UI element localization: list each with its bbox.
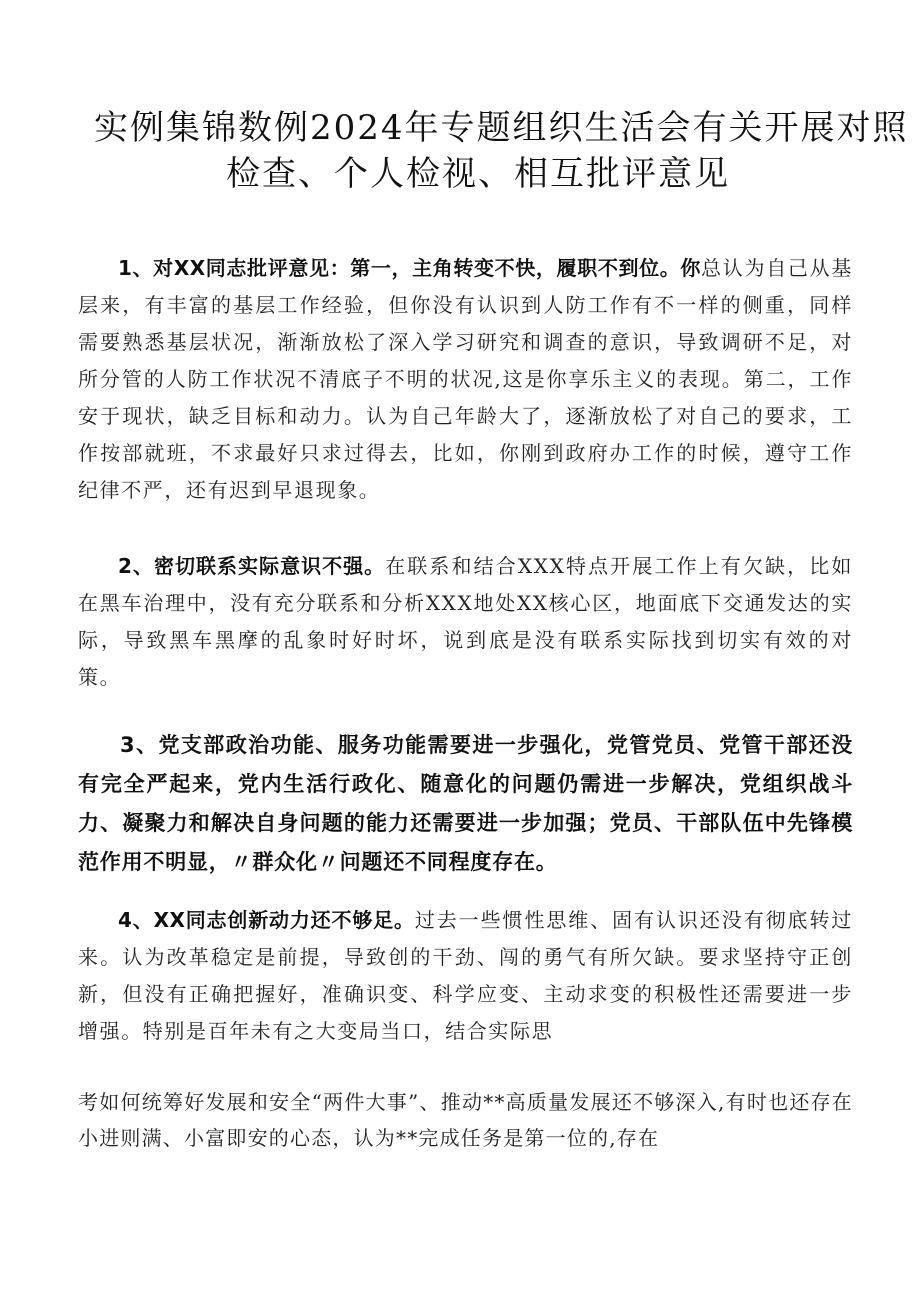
paragraph-4-lead: 4、XX同志创新动力还不够足。 <box>118 908 415 932</box>
paragraph-1-body: 总认为自己从基层来，有丰富的基层工作经验，但你没有认识到人防工作有不一样的侧重，同样需要熟悉基层状况，渐渐放松了深入学习研究和调查的意识，导致调研不足，对所分管的人防工作状况不清底子不明的状况,这是你享乐主义的表现。第二，工作安于现状，缺乏目标和动力。认为自己年龄大了，逐渐放松了对自己的要求，工作按部就班，不求最好只求过得去，比如，你刚到政府办工作的时候，遵守工作纪律不严，还有迟到早退现象。 <box>78 256 853 502</box>
paragraph-1 <box>78 250 853 509</box>
document-title-line-2: 检查、个人检视、相互批评意见 <box>226 154 730 194</box>
document-title-line-1: 实例集锦数例2024年专题组织生活会有关开展对照 <box>94 108 909 148</box>
paragraph-2-lead: 2、密切联系实际意识不强。 <box>118 554 386 578</box>
paragraph-4-body: 过去一些惯性思维、固有认识还没有彻底转过来。认为改革稳定是前提，导致创的干劲、闯的勇气有所欠缺。要求坚持守正创新，但没有正确把握好，准确识变、科学应变、主动求变的积极性还需要进一步增强。特别是百年未有之大变局当口，结合实际思 <box>78 908 853 1043</box>
paragraph-1-lead: 1、对XX同志批评意见：第一，主角转变不快，履职不到位。你 <box>118 256 701 280</box>
paragraph-2-body: 在联系和结合XXX特点开展工作上有欠缺，比如在黑车治理中，没有充分联系和分析XXX地处XX核心区，地面底下交通发达的实际，导致黑车黑摩的乱象时好时坏，说到底是没有联系实际找到切实有效的对策。 <box>78 554 853 689</box>
paragraph-2 <box>78 548 853 696</box>
paragraph-3: 3、党支部政治功能、服务功能需要进一步强化，党管党员、党管干部还没有完全严起来，党内生活行政化、随意化的问题仍需进一步解决，党组织战斗力、凝聚力和解决自身问题的能力还需要进一步加强；党员、干部队伍中先锋模范作用不明显，〃群众化〃问题还不同程度存在。 <box>78 733 853 874</box>
paragraph-5: 考如何统筹好发展和安全“两件大事”、推动**高质量发展还不够深入,有时也还存在小进则满、小富即安的心态，认为**完成任务是第一位的,存在 <box>78 1090 853 1150</box>
paragraph-4 <box>78 902 853 1050</box>
